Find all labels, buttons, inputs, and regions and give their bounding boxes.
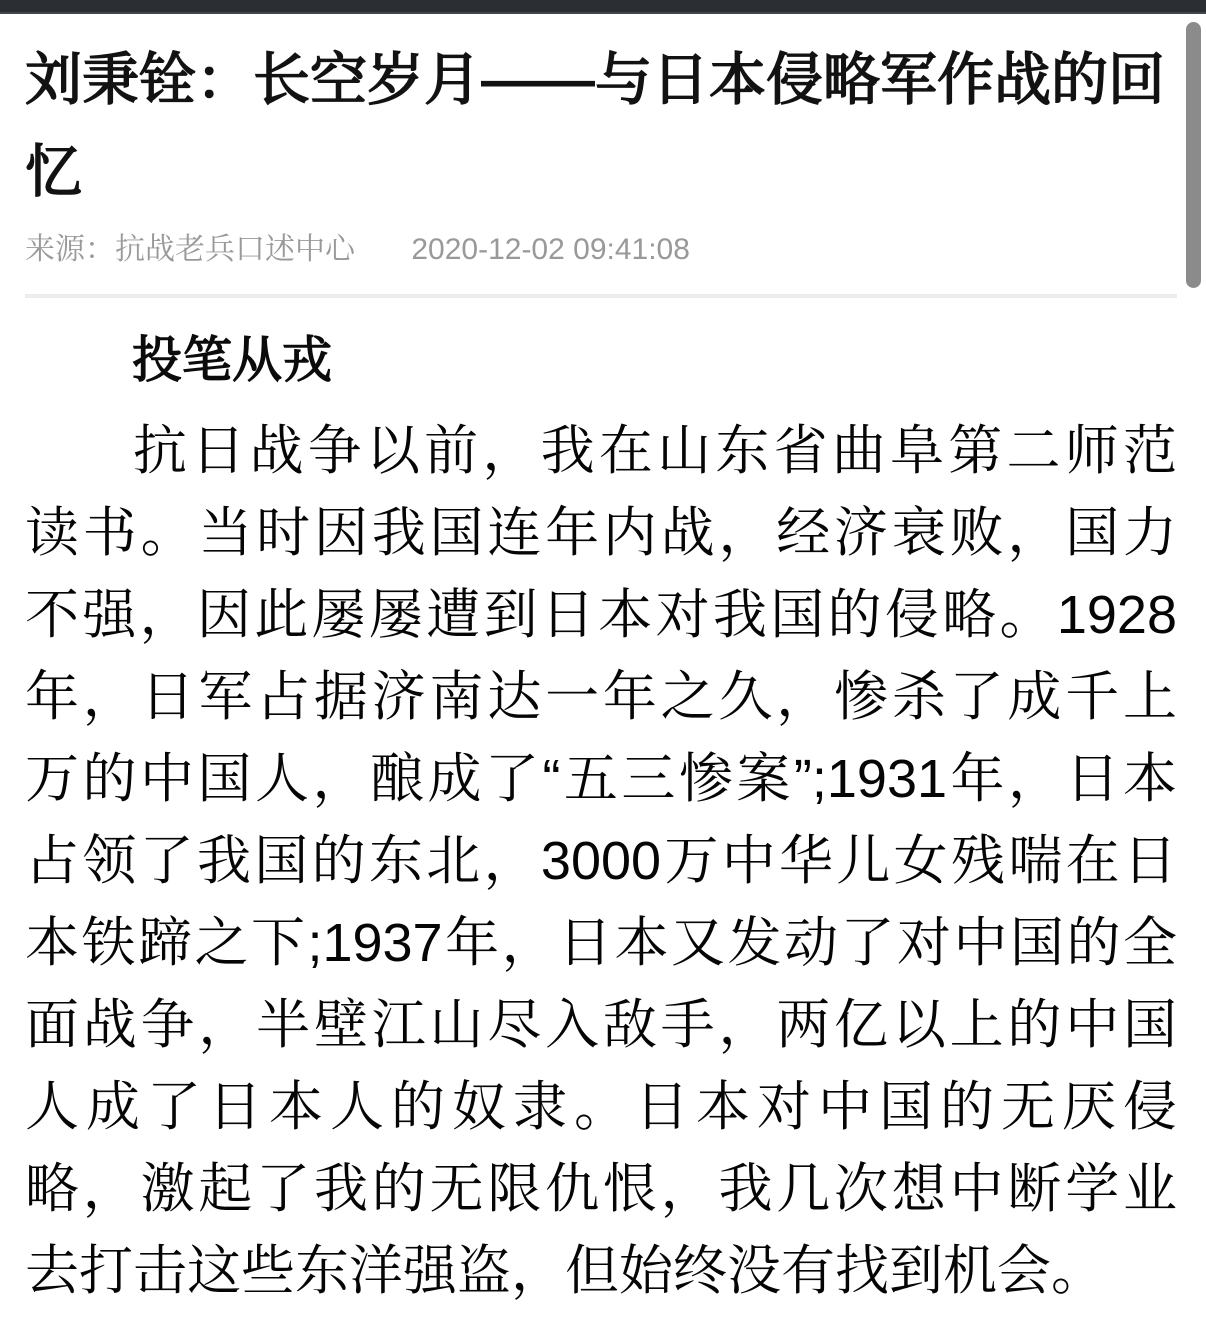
paragraph-line: 去打击这些东洋强盗，但始终没有找到机会。 (25, 1241, 1105, 1301)
paragraph-line: 本铁蹄之下;1937年，日本又发动了对中国的全 (25, 913, 1177, 973)
divider (25, 294, 1177, 298)
paragraph-line: 抗日战争以前，我在山东省曲阜第二师范 (133, 421, 1177, 481)
paragraph-line: 读书。当时因我国连年内战，经济衰败，国力 (25, 503, 1177, 563)
top-bar (0, 0, 1206, 14)
article-content (0, 34, 1206, 1321)
article-paragraph (25, 410, 1177, 1312)
paragraph-line: 略，激起了我的无限仇恨，我几次想中断学业 (25, 1159, 1177, 1219)
scrollbar-thumb[interactable] (1186, 22, 1201, 288)
article-meta (25, 228, 1177, 272)
paragraph-line: 万的中国人，酿成了“五三惨案”;1931年，日本 (25, 749, 1177, 809)
paragraph-line: 面战争，半壁江山尽入敌手，两亿以上的中国 (25, 995, 1177, 1055)
article-source: 来源：抗战老兵口述中心 (25, 233, 355, 266)
paragraph-line: 年，日军占据济南达一年之久，惨杀了成千上 (25, 667, 1177, 727)
paragraph-line: 占领了我国的东北，3000万中华儿女残喘在日 (25, 831, 1177, 891)
article-title: 刘秉铨：长空岁月——与日本侵略军作战的回忆 (25, 48, 1165, 204)
article-timestamp: 2020-12-02 09:41:08 (411, 233, 690, 266)
paragraph-line: 不强，因此屡屡遭到日本对我国的侵略。1928 (25, 585, 1177, 645)
paragraph-line: 人成了日本人的奴隶。日本对中国的无厌侵 (25, 1077, 1177, 1137)
section-heading: 投笔从戎 (132, 332, 332, 388)
